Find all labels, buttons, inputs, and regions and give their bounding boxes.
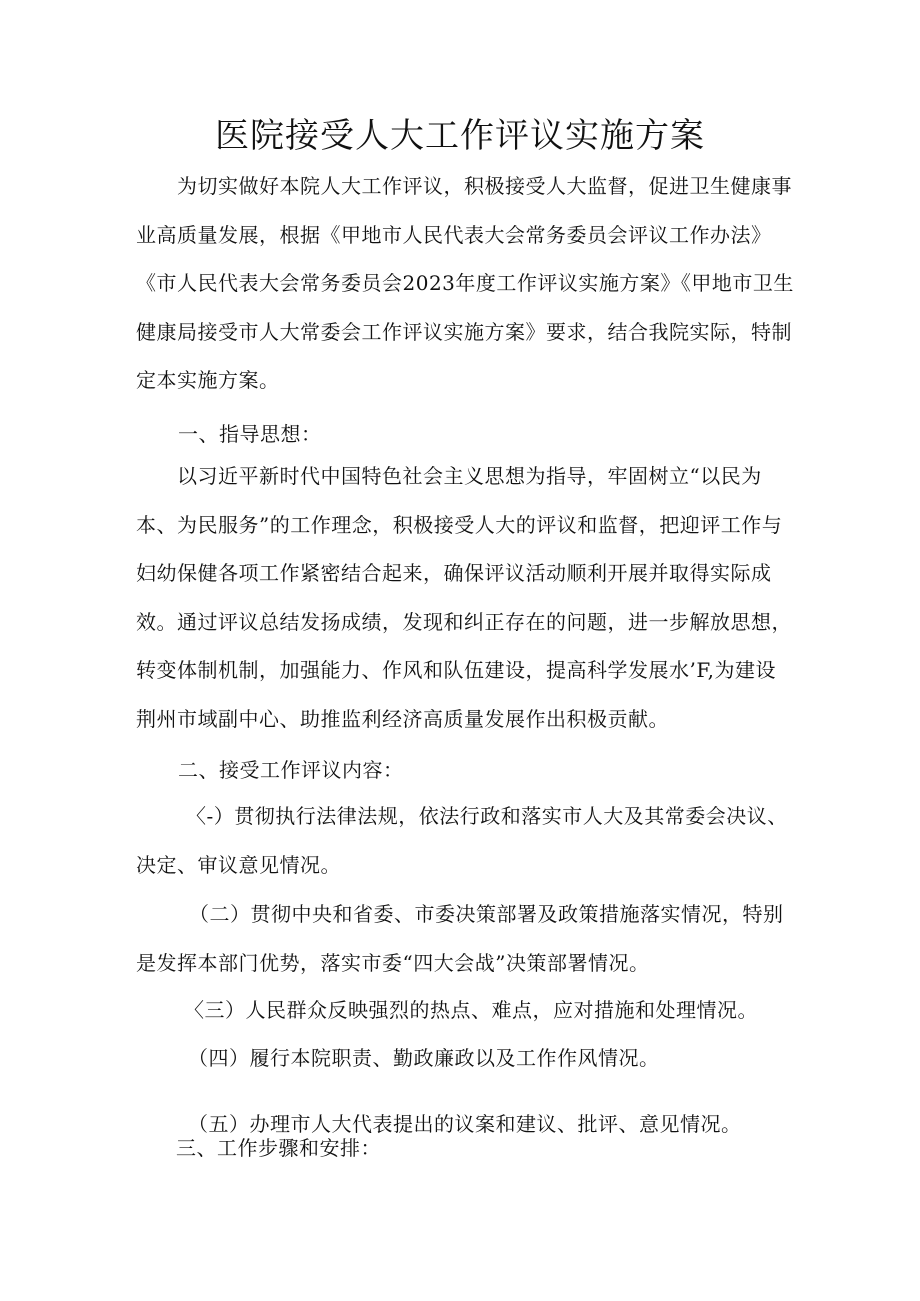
content-item-4: （四）履行本院职责、勤政廉政以及工作作风情况。 xyxy=(188,1046,660,1070)
section-heading-evaluation-content: 二、接受工作评议内容： xyxy=(178,758,404,782)
content-item-5: （五）办理市人大代表提出的议案和建议、批评、意见情况。 xyxy=(188,1112,742,1136)
content-item-2: （二）贯彻中央和省委、市委决策部署及政策措施落实情况，特别是发挥本部门优势，落实市委“四大会战”决策部署情况。 xyxy=(136,902,784,975)
document-title: 医院接受人大工作评议实施方案 xyxy=(215,116,705,156)
content-item-1: 〈-）贯彻执行法律法规，依法行政和落实市人大及其常委会决议、决定、审议意见情况。 xyxy=(136,804,788,877)
section-heading-guiding-ideology: 一、指导思想： xyxy=(178,422,322,446)
content-item-3: 〈三）人民群众反映强烈的热点、难点，应对措施和处理情况。 xyxy=(184,998,758,1022)
guiding-ideology-paragraph: 以习近平新时代中国特色社会主义思想为指导，牢固树立“以民为本、为民服务”的工作理念，积极接受人大的评议和监督，把迎评工作与妇幼保健各项工作紧密结合起来，确保评议活动顺利开展并取得实际成效。通过评议总结发扬成绩，发现和纠正存在的问题，进一步解放思想，转变体制机制，加强能力、作风和队伍建设，提高科学发展水’F,为建设荆州市域副中心、助推监利经济高质量发展作出积极贡献。 xyxy=(136,464,792,731)
intro-paragraph: 为切实做好本院人大工作评议，积极接受人大监督，促进卫生健康事业高质量发展，根据《甲地市人民代表大会常务委员会评议工作办法》《市人民代表大会常务委员会2023年度工作评议实施方案》《甲地市卫生健康局接受市人大常委会工作评议实施方案》要求，结合我院实际，特制定本实施方案。 xyxy=(136,174,794,392)
section-heading-work-steps: 三、工作步骤和安排： xyxy=(176,1136,381,1160)
